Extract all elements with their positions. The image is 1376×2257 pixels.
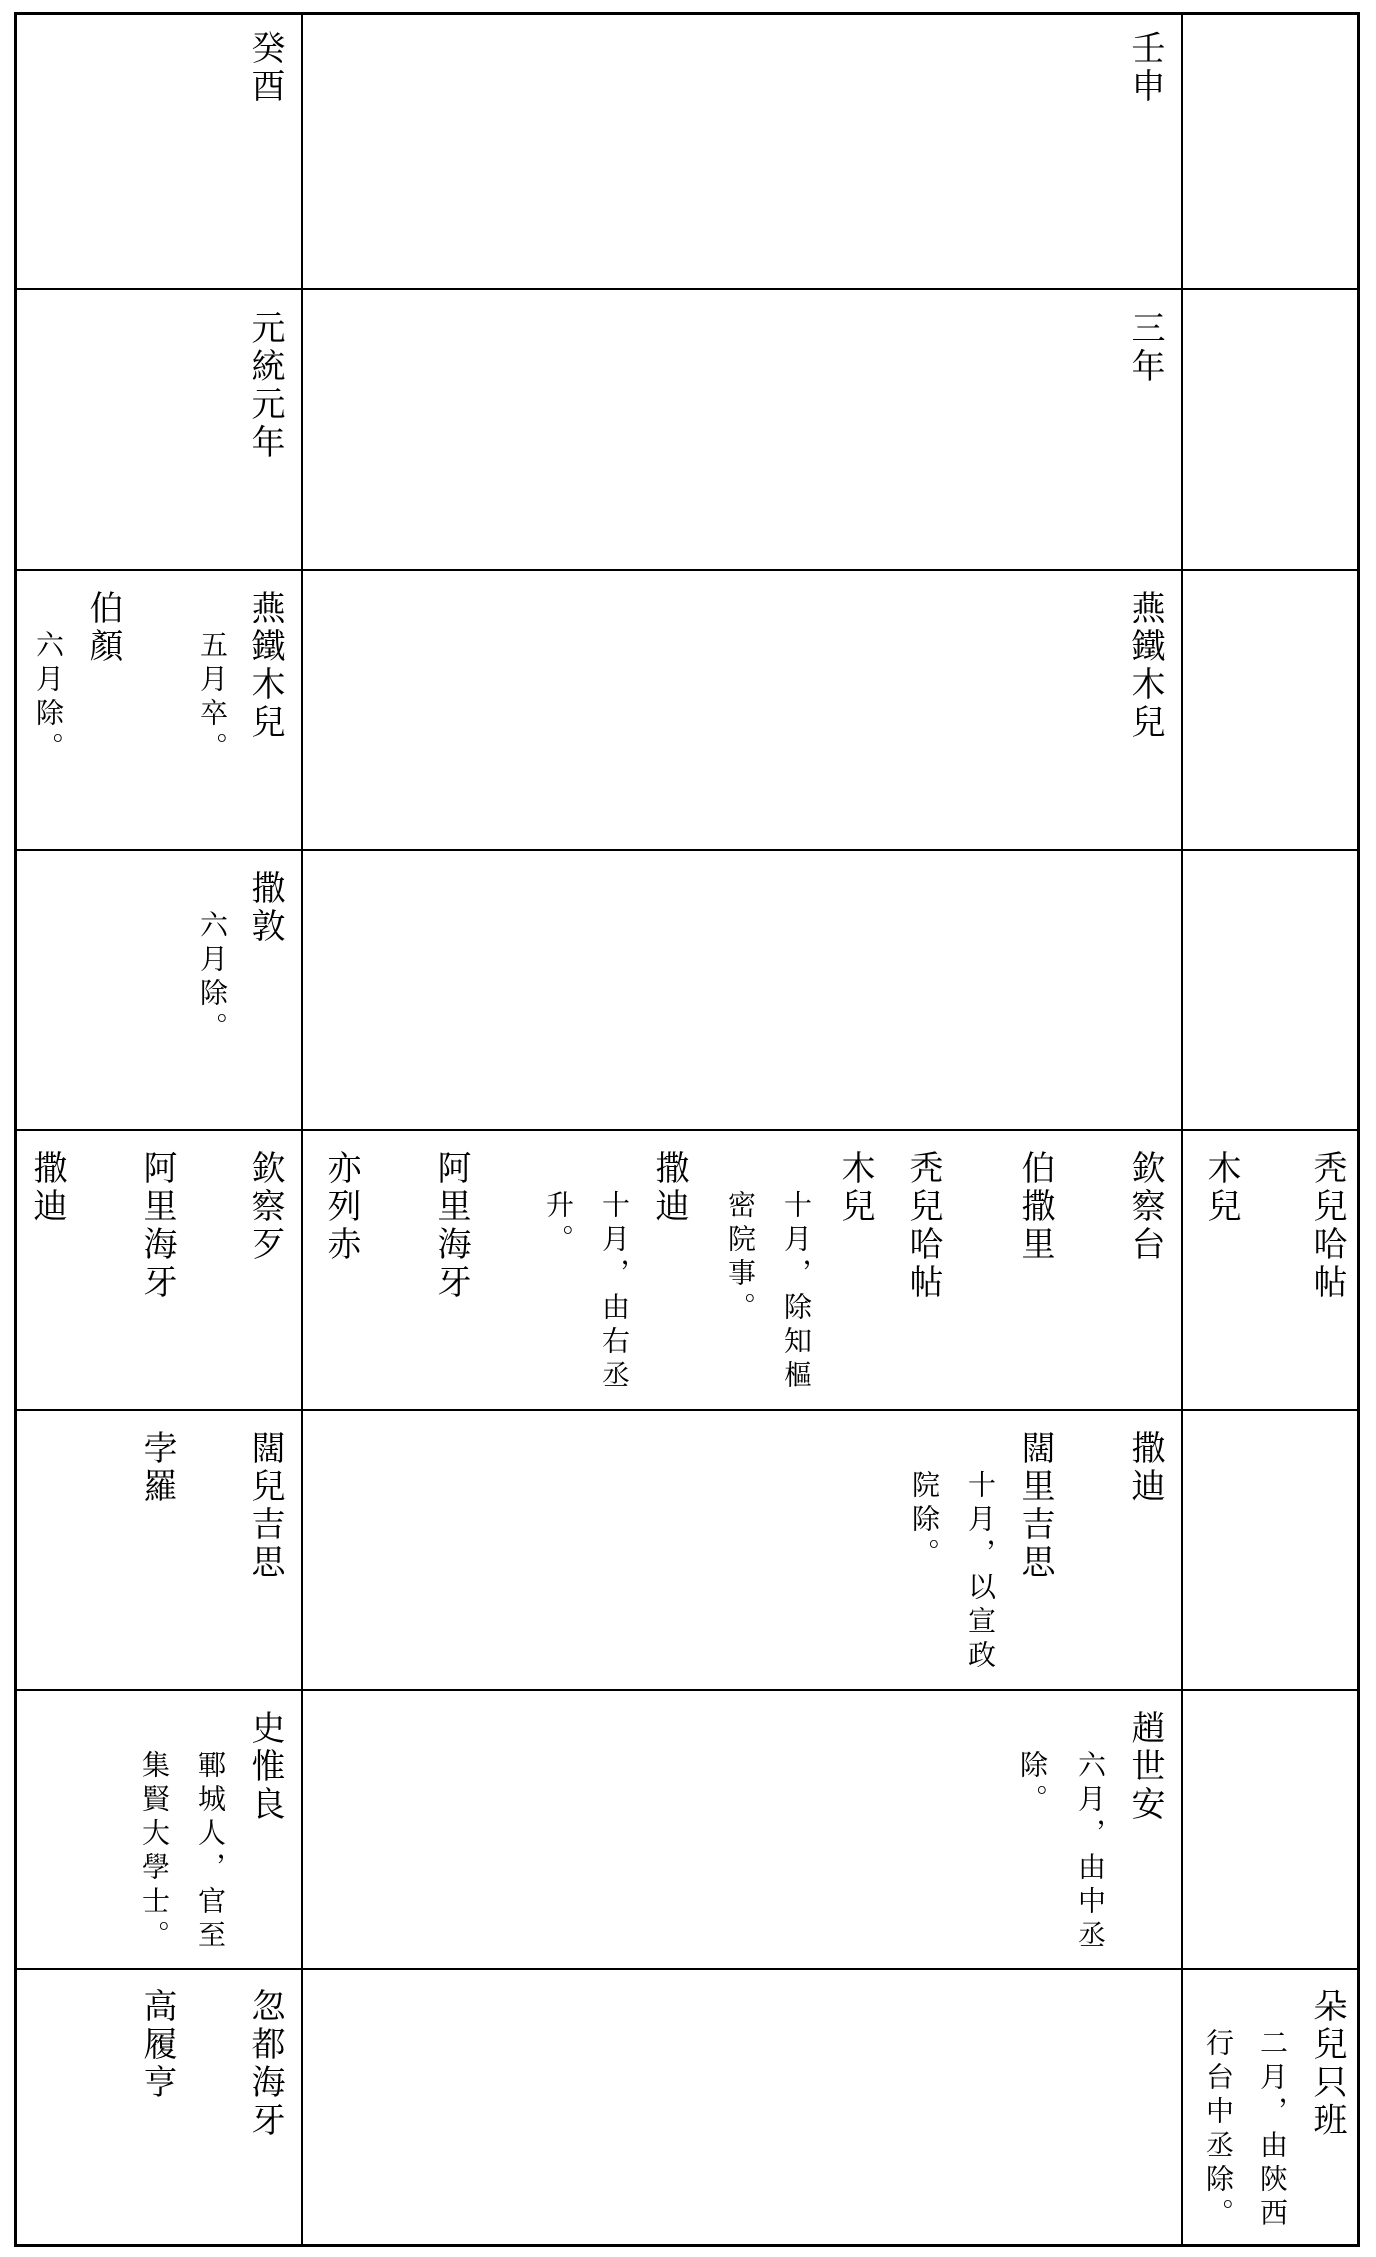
official-name: 燕鐵木兒 bbox=[1125, 590, 1165, 742]
official-note: 密院事。 bbox=[724, 1190, 757, 1326]
official-name: 秃兒哈帖 bbox=[1307, 1150, 1347, 1302]
official-note: 十月，以宣政 bbox=[964, 1470, 997, 1674]
official-name: 欽察歹 bbox=[245, 1150, 285, 1264]
official-note: 升。 bbox=[542, 1190, 575, 1258]
row-divider bbox=[14, 569, 1360, 571]
official-note: 十月，除知樞 bbox=[780, 1190, 813, 1394]
official-note: 鄆城人，官至 bbox=[194, 1750, 227, 1954]
row-divider bbox=[14, 288, 1360, 290]
year-label: 元統元年 bbox=[245, 310, 285, 462]
row-divider bbox=[14, 1968, 1360, 1970]
official-note: 除。 bbox=[1016, 1750, 1049, 1818]
official-name: 忽都海牙 bbox=[245, 1988, 285, 2140]
official-name: 撒迪 bbox=[649, 1150, 689, 1226]
official-name: 闊兒吉思 bbox=[245, 1430, 285, 1582]
official-name: 趙世安 bbox=[1125, 1710, 1165, 1824]
official-name: 史惟良 bbox=[245, 1710, 285, 1824]
row-divider bbox=[14, 1129, 1360, 1131]
official-name: 秃兒哈帖 bbox=[903, 1150, 943, 1302]
year-label: 癸酉 bbox=[245, 30, 285, 106]
official-note: 五月卒。 bbox=[196, 630, 229, 766]
official-note: 六月除。 bbox=[32, 630, 65, 766]
official-name: 高履亨 bbox=[137, 1988, 177, 2102]
official-name: 闊里吉思 bbox=[1015, 1430, 1055, 1582]
official-name: 阿里海牙 bbox=[137, 1150, 177, 1302]
year-label: 壬申 bbox=[1125, 30, 1165, 106]
row-divider bbox=[14, 1689, 1360, 1691]
year-label: 三年 bbox=[1125, 310, 1165, 386]
official-name: 亦列赤 bbox=[321, 1150, 361, 1264]
official-note: 院除。 bbox=[908, 1470, 941, 1572]
official-name: 燕鐵木兒 bbox=[245, 590, 285, 742]
row-divider bbox=[14, 849, 1360, 851]
official-name: 孛羅 bbox=[137, 1430, 177, 1506]
official-name: 木兒 bbox=[1201, 1150, 1241, 1226]
official-name: 朵兒只班 bbox=[1307, 1988, 1347, 2140]
official-name: 撒迪 bbox=[27, 1150, 67, 1226]
official-note: 十月，由右丞 bbox=[598, 1190, 631, 1394]
official-note: 行台中丞除。 bbox=[1202, 2028, 1235, 2232]
official-note: 二月，由陝西 bbox=[1256, 2028, 1289, 2232]
row-divider bbox=[14, 1409, 1360, 1411]
official-name: 撒敦 bbox=[245, 870, 285, 946]
official-name: 伯撒里 bbox=[1015, 1150, 1055, 1264]
official-note: 集賢大學士。 bbox=[138, 1750, 171, 1954]
official-name: 撒迪 bbox=[1125, 1430, 1165, 1506]
official-note: 六月除。 bbox=[196, 910, 229, 1046]
official-note: 六月，由中丞 bbox=[1074, 1750, 1107, 1954]
official-name: 伯顏 bbox=[83, 590, 123, 666]
official-name: 阿里海牙 bbox=[431, 1150, 471, 1302]
official-name: 木兒 bbox=[835, 1150, 875, 1226]
official-name: 欽察台 bbox=[1125, 1150, 1165, 1264]
